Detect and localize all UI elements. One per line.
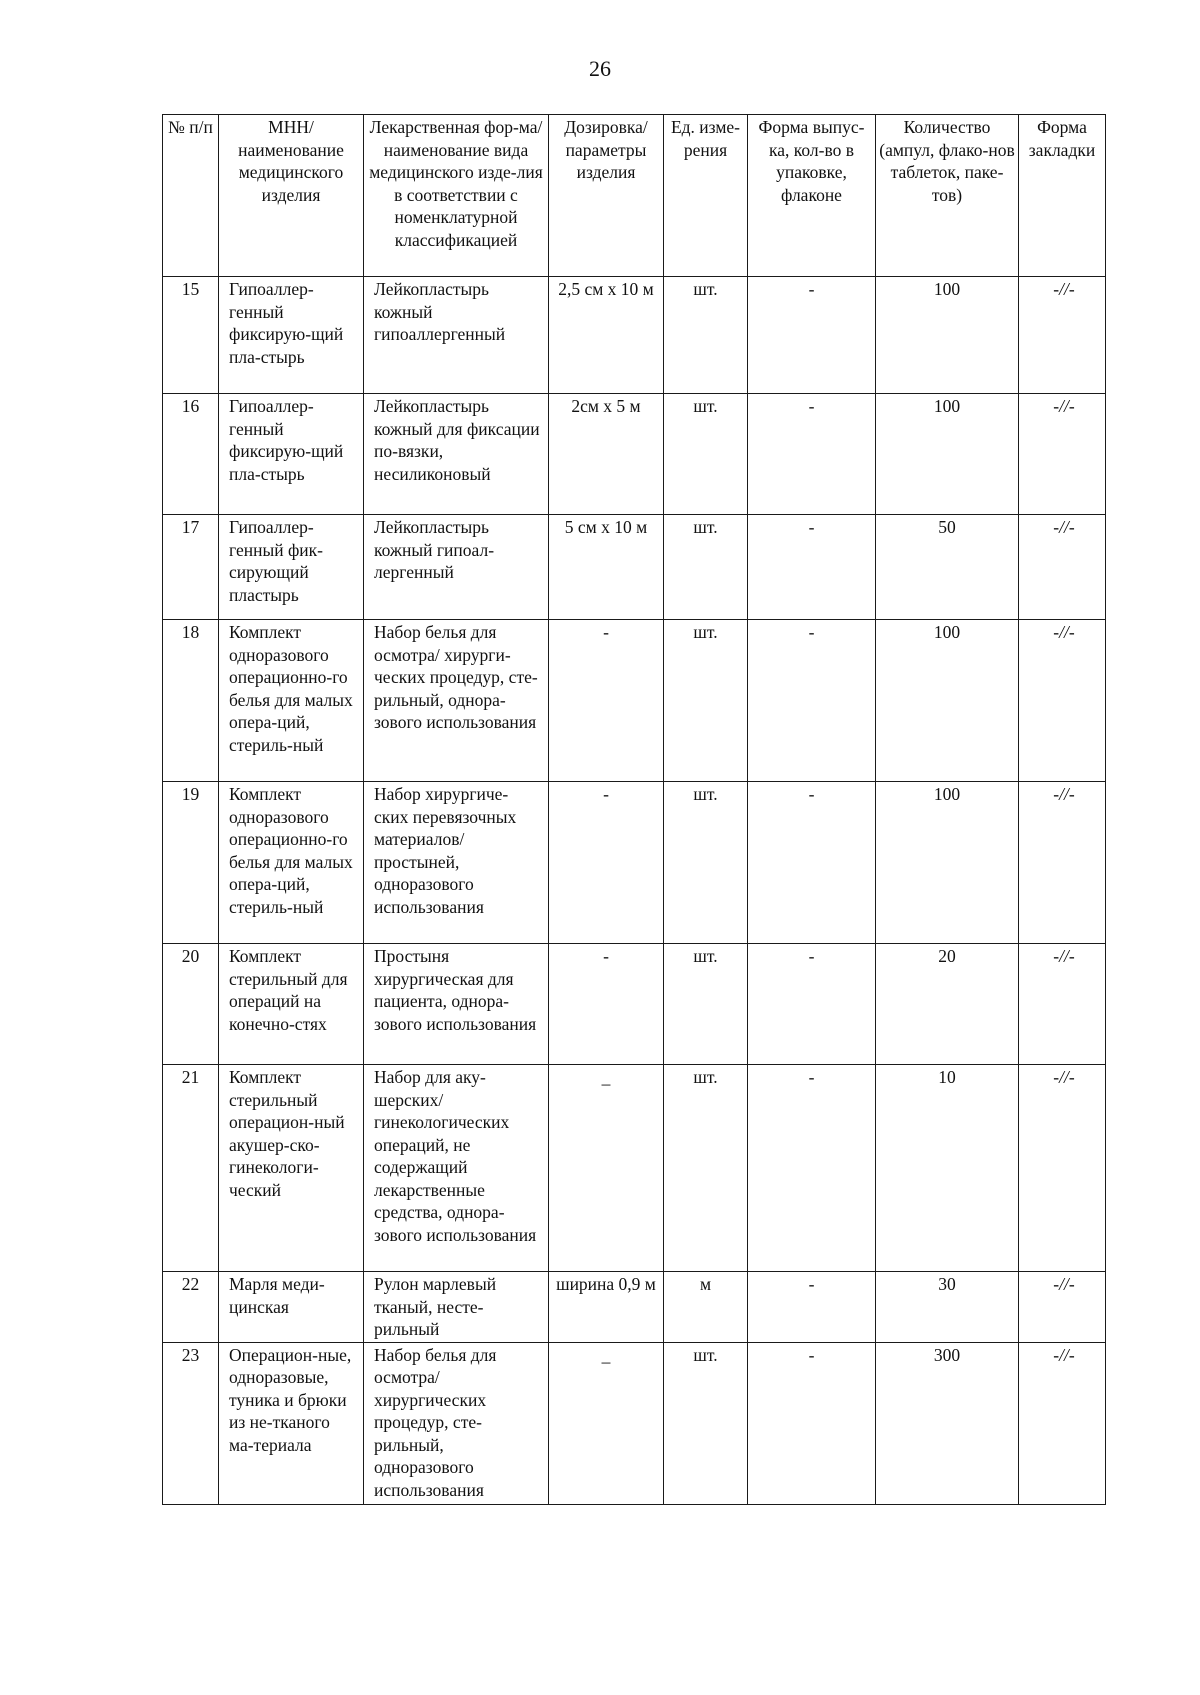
- cell-dosage: -: [549, 944, 664, 1065]
- cell-unit: шт.: [664, 1342, 748, 1504]
- cell-qty: 50: [876, 515, 1019, 620]
- cell-num: 21: [163, 1065, 219, 1272]
- cell-qty: 100: [876, 394, 1019, 515]
- cell-qty: 10: [876, 1065, 1019, 1272]
- cell-unit: шт.: [664, 944, 748, 1065]
- table-row: [163, 620, 1106, 782]
- cell-unit: шт.: [664, 782, 748, 944]
- table-row: [163, 394, 1106, 515]
- cell-mark: -//-: [1019, 277, 1106, 394]
- cell-dosage: _: [549, 1065, 664, 1272]
- cell-num: 16: [163, 394, 219, 515]
- cell-num: 18: [163, 620, 219, 782]
- cell-num: 15: [163, 277, 219, 394]
- cell-name: Операцион-ные, одноразовые, туника и брюки из не-тканого ма-териала: [219, 1342, 364, 1504]
- cell-num: 23: [163, 1342, 219, 1504]
- cell-qty: 300: [876, 1342, 1019, 1504]
- cell-unit: шт.: [664, 277, 748, 394]
- cell-qty: 100: [876, 277, 1019, 394]
- cell-mark: -//-: [1019, 620, 1106, 782]
- cell-dosage: 2см х 5 м: [549, 394, 664, 515]
- cell-name: Комплект стерильный для операций на конечно-стях: [219, 944, 364, 1065]
- header-release: Форма выпус-ка, кол-во в упаковке, флаконе: [748, 115, 876, 277]
- header-dosage: Дозировка/ параметры изделия: [549, 115, 664, 277]
- cell-form: Лейкопластырь кожный для фиксации по-вязки, несиликоновый: [364, 394, 549, 515]
- cell-qty: 100: [876, 782, 1019, 944]
- cell-mark: -//-: [1019, 515, 1106, 620]
- cell-unit: м: [664, 1272, 748, 1343]
- cell-num: 20: [163, 944, 219, 1065]
- header-unit: Ед. изме-рения: [664, 115, 748, 277]
- cell-release: -: [748, 394, 876, 515]
- table-row: [163, 1065, 1106, 1272]
- cell-mark: -//-: [1019, 394, 1106, 515]
- cell-mark: -//-: [1019, 1272, 1106, 1343]
- cell-unit: шт.: [664, 394, 748, 515]
- cell-unit: шт.: [664, 515, 748, 620]
- cell-name: Комплект одноразового операционно-го белья для малых опера-ций, стериль-ный: [219, 782, 364, 944]
- cell-release: -: [748, 1065, 876, 1272]
- cell-form: Рулон марлевый тканый, несте-рильный: [364, 1272, 549, 1343]
- cell-mark: -//-: [1019, 1065, 1106, 1272]
- cell-release: -: [748, 1272, 876, 1343]
- cell-qty: 30: [876, 1272, 1019, 1343]
- header-num: № п/п: [163, 115, 219, 277]
- cell-dosage: -: [549, 782, 664, 944]
- header-qty: Количество (ампул, флако-нов таблеток, паке-тов): [876, 115, 1019, 277]
- cell-dosage: 5 см х 10 м: [549, 515, 664, 620]
- cell-form: Набор белья для осмотра/ хирурги-ческих процедур, сте-рильный, однора-зового использования: [364, 620, 549, 782]
- cell-name: Гипоаллер-генный фиксирую-щий пла-стырь: [219, 277, 364, 394]
- header-mark: Форма закладки: [1019, 115, 1106, 277]
- table-row: [163, 515, 1106, 620]
- cell-form: Лейкопластырь кожный гипоал-лергенный: [364, 515, 549, 620]
- cell-unit: шт.: [664, 1065, 748, 1272]
- cell-dosage: 2,5 см х 10 м: [549, 277, 664, 394]
- cell-unit: шт.: [664, 620, 748, 782]
- page-number: 26: [589, 56, 611, 81]
- header-name: МНН/ наименование медицинского изделия: [219, 115, 364, 277]
- cell-release: -: [748, 515, 876, 620]
- cell-name: Комплект стерильный операцион-ный акушер-ско-гинекологи-ческий: [219, 1065, 364, 1272]
- cell-form: Набор для аку-шерских/ гинекологических операций, не содержащий лекарственные средства, однора-зового использования: [364, 1065, 549, 1272]
- cell-dosage: ширина 0,9 м: [549, 1272, 664, 1343]
- cell-name: Марля меди-цинская: [219, 1272, 364, 1343]
- cell-form: Простыня хирургическая для пациента, однора-зового использования: [364, 944, 549, 1065]
- cell-name: Комплект одноразового операционно-го белья для малых опера-ций, стериль-ный: [219, 620, 364, 782]
- cell-qty: 20: [876, 944, 1019, 1065]
- table-row: [163, 1272, 1106, 1343]
- cell-dosage: _: [549, 1342, 664, 1504]
- cell-form: Набор белья для осмотра/ хирургических процедур, сте-рильный, одноразового использования: [364, 1342, 549, 1504]
- cell-release: -: [748, 944, 876, 1065]
- cell-release: -: [748, 1342, 876, 1504]
- cell-mark: -//-: [1019, 1342, 1106, 1504]
- cell-mark: -//-: [1019, 782, 1106, 944]
- cell-release: -: [748, 782, 876, 944]
- cell-qty: 100: [876, 620, 1019, 782]
- cell-release: -: [748, 620, 876, 782]
- medical-items-table: [162, 114, 1106, 1505]
- table-header-row: [163, 115, 1106, 277]
- cell-release: -: [748, 277, 876, 394]
- cell-name: Гипоаллер-генный фик-сирующий пластырь: [219, 515, 364, 620]
- table-row: [163, 1342, 1106, 1504]
- table-row: [163, 277, 1106, 394]
- cell-num: 19: [163, 782, 219, 944]
- cell-num: 17: [163, 515, 219, 620]
- cell-form: Набор хирургиче-ских перевязочных материалов/ простыней, одноразового использования: [364, 782, 549, 944]
- table-row: [163, 782, 1106, 944]
- cell-mark: -//-: [1019, 944, 1106, 1065]
- cell-num: 22: [163, 1272, 219, 1343]
- table-row: [163, 944, 1106, 1065]
- cell-dosage: -: [549, 620, 664, 782]
- header-form: Лекарственная фор-ма/ наименование вида медицинского изде-лия в соответствии с номенклатурной классификацией: [364, 115, 549, 277]
- cell-form: Лейкопластырь кожный гипоаллергенный: [364, 277, 549, 394]
- cell-name: Гипоаллер-генный фиксирую-щий пла-стырь: [219, 394, 364, 515]
